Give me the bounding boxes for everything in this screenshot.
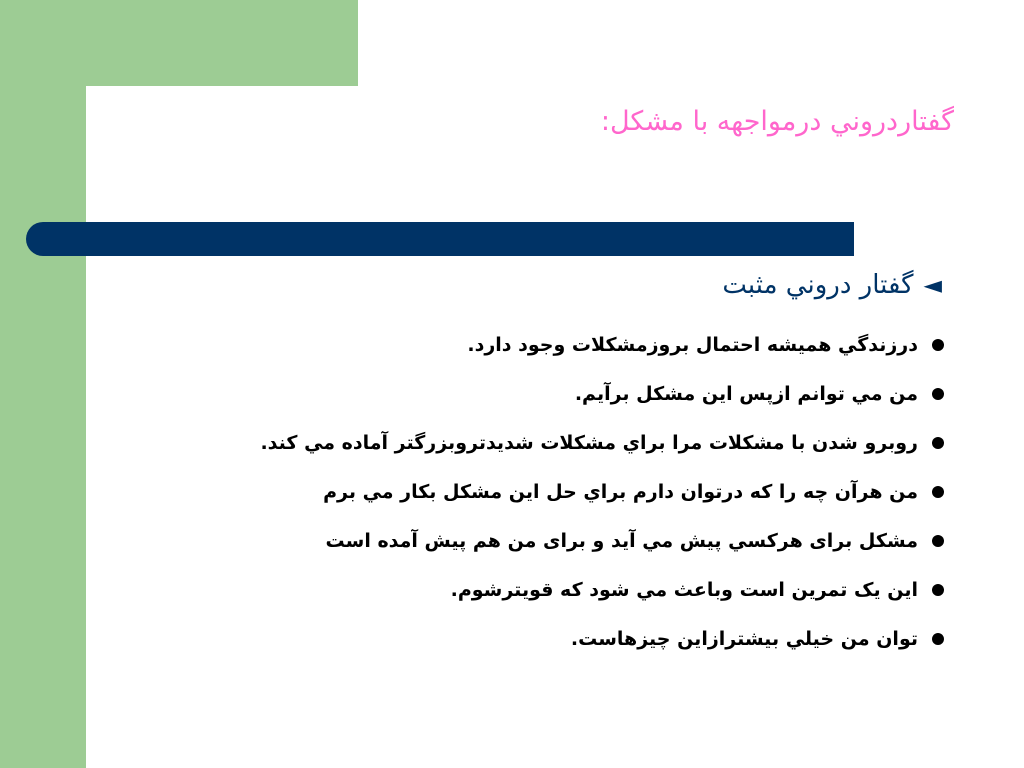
green-left-panel [0, 0, 86, 768]
list-item [260, 424, 944, 473]
slide-title: گفتاردروني درمواجهه با مشكل: [600, 106, 954, 137]
bullet-dot-icon [932, 633, 944, 645]
list-item [260, 326, 944, 375]
bullet-text: توان من خيلي بيشترازاين چيزهاست. [570, 627, 918, 650]
bullet-list [260, 326, 944, 669]
list-item [260, 522, 944, 571]
bullet-text: من مي توانم ازپس اين مشكل برآيم. [574, 382, 918, 405]
bullet-text: من هرآن چه را كه درتوان دارم براي حل اين مشكل بكار مي برم [323, 480, 918, 503]
green-top-panel [0, 0, 358, 86]
bullet-dot-icon [932, 437, 944, 449]
bullet-text: درزندگي هميشه احتمال بروزمشكلات وجود دارد. [467, 333, 918, 356]
bullet-text: روبرو شدن با مشكلات مرا براي مشكلات شديدتروبزرگتر آماده مي كند. [260, 431, 918, 454]
list-item [260, 620, 944, 669]
bullet-dot-icon [932, 388, 944, 400]
subtitle-row [722, 270, 942, 300]
list-item [260, 571, 944, 620]
divider-bar [26, 222, 854, 256]
list-item [260, 375, 944, 424]
bullet-text: مشکل برای هرکسي پيش مي آيد و برای من هم پیش آمده است [325, 529, 918, 552]
bullet-dot-icon [932, 535, 944, 547]
bullet-dot-icon [932, 584, 944, 596]
bullet-dot-icon [932, 339, 944, 351]
rounded-corner-accent [86, 86, 166, 166]
bullet-dot-icon [932, 486, 944, 498]
list-item [260, 473, 944, 522]
subtitle-text: گفتار دروني مثبت [722, 270, 914, 300]
arrow-left-icon: ◄ [923, 271, 942, 299]
bullet-text: این یک تمرین است وباعث مي شود كه قويترشوم. [450, 578, 918, 601]
